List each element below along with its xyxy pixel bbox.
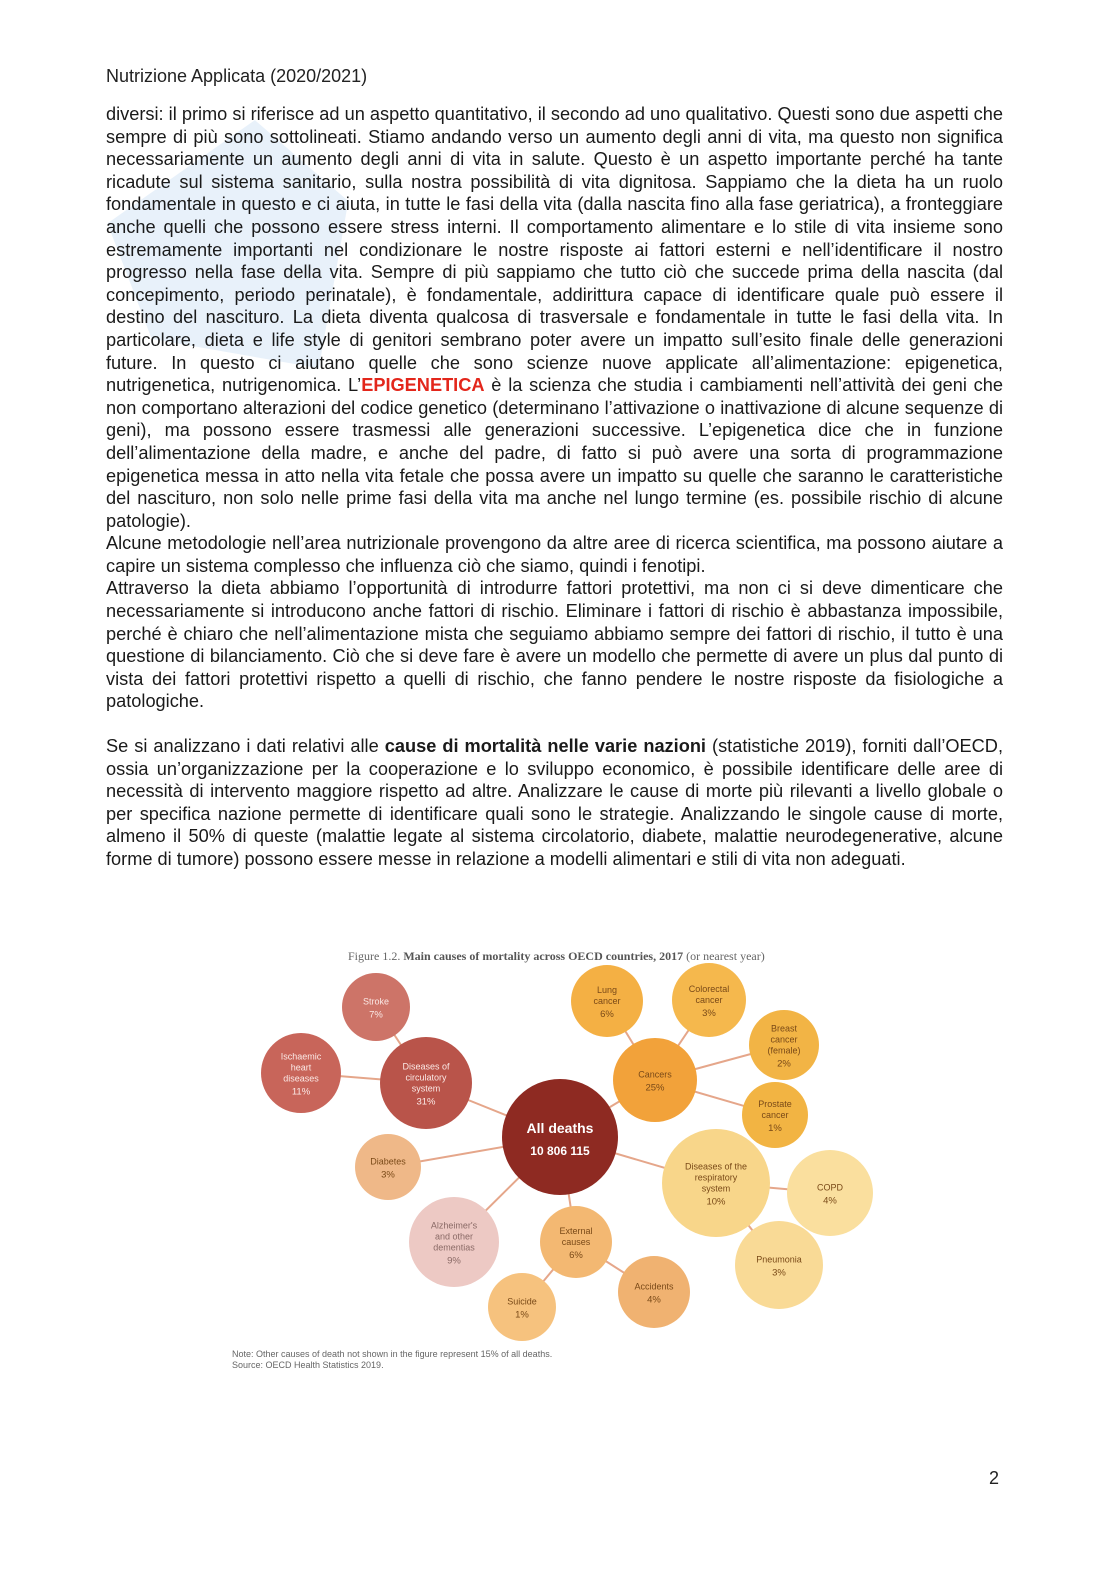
figure-title-prefix: Figure 1.2.	[348, 949, 401, 963]
bubble-breast	[749, 1010, 819, 1080]
figure-note	[232, 1349, 552, 1371]
bubble-label: Stroke	[362, 996, 390, 1007]
paragraph-epigenetics	[106, 103, 1003, 532]
bubble-percent: 2%	[777, 1058, 791, 1070]
bubble-label: heart	[290, 1062, 312, 1073]
bubble-external	[540, 1206, 612, 1278]
bubble-label: Ischaemic	[280, 1051, 322, 1062]
bubble-circle	[613, 1038, 697, 1122]
bubble-percent: 11%	[291, 1086, 311, 1098]
bubble-label: circulatory	[405, 1072, 447, 1083]
paragraph-text: Se si analizzano i dati relativi alle	[106, 736, 385, 757]
document-body	[106, 103, 1003, 871]
bubble-label: system	[701, 1183, 731, 1194]
bubble-cancers	[613, 1038, 697, 1122]
paragraph-mortality	[106, 735, 1003, 871]
mortality-figure	[228, 945, 888, 1385]
paragraph-diet-factors: Attraverso la dieta abbiamo l’opportunità di introdurre fattori protettivi, ma non ci si deve dimenticare che necessariamente si introducono anche fattori di rischio. Eliminare i fattori di rischio è abbastanza impossibile, perché è chiaro che nell’alimentazione mista che seguiamo abbiamo sempre dei fattori di rischio, il tutto è una questione di bilanciamento. Ciò che si deve fare è avere un modello che permette di avere un plus dal punto di vista dei fattori protettivi rispetto a quelli di rischio, che fanno pendere le nostre risposte da fisiologiche a patologiche.	[106, 578, 1003, 712]
paragraph-text: è la scienza che studia i cambiamenti nell’attività dei geni che non comportano alterazioni del codice genetico (determinano l’attivazione o inattivazione di alcune sequenze di geni), ma possono essere trasmessi alle generazioni successive. L’epigenetica dice che in funzione dell’alimentazione della madre, e anche del padre, di fatto si può avere una sorta di programmazione epigenetica messa in atto nella vita fetale che possa avere un impatto su quelle che saranno le caratteristiche del nascituro, non solo nelle prime fasi della vita ma anche nel lungo termine (es. possibile rischio di alcune patologie).	[106, 375, 1003, 531]
bubble-percent: 10%	[706, 1196, 726, 1208]
bubble-all-deaths	[502, 1079, 618, 1195]
bubble-percent: 4%	[823, 1195, 837, 1207]
bubble-label: respiratory	[694, 1172, 738, 1183]
bubble-circulatory	[380, 1037, 472, 1129]
bubble-label: Prostate	[758, 1099, 792, 1109]
bubble-circle	[735, 1221, 823, 1309]
bubble-label: All deaths	[526, 1120, 594, 1136]
bubble-label: Diseases of the	[684, 1161, 748, 1172]
bubble-circle	[502, 1079, 618, 1195]
figure-note-text: Note: Other causes of death not shown in the figure represent 15% of all deaths.	[232, 1349, 553, 1359]
bubble-label: cancer	[695, 995, 723, 1005]
page-number: 2	[989, 1468, 1000, 1488]
bubble-label: cancer	[761, 1110, 789, 1120]
bubble-suicide	[488, 1273, 556, 1341]
bubble-percent: 9%	[447, 1255, 461, 1267]
bubble-label: cancer	[770, 1034, 798, 1045]
bubble-colorectal	[672, 963, 746, 1037]
bubble-label: Accidents	[634, 1281, 674, 1292]
figure-title-main: Main causes of mortality across OECD countries, 2017	[403, 949, 684, 963]
paragraph-methodologies: Alcune metodologie nell’area nutrizionale provengono da altre aree di ricerca scientifica, ma possono aiutare a capire un sistema complesso che influenza ciò che siamo, quindi i fenotipi.	[106, 533, 1003, 576]
bubble-label: Alzheimer's	[430, 1220, 478, 1231]
bubble-label: Colorectal	[688, 984, 730, 994]
bubble-label: (female)	[767, 1045, 801, 1056]
bubble-diagram	[228, 945, 888, 1345]
bubble-label: dementias	[433, 1242, 475, 1253]
bubble-percent: 6%	[600, 1009, 614, 1020]
bubble-label: Suicide	[507, 1296, 537, 1307]
bubble-lung	[571, 965, 643, 1037]
bubble-diabetes	[355, 1134, 421, 1200]
bubble-label: Breast	[770, 1023, 798, 1034]
bubble-value: 10 806 115	[530, 1144, 590, 1158]
bubble-label: Diabetes	[370, 1156, 406, 1167]
bubble-label: cancer	[593, 996, 621, 1006]
bubble-pneumonia	[735, 1221, 823, 1309]
bubble-circle	[618, 1256, 690, 1328]
bubble-label: Cancers	[638, 1069, 672, 1080]
bubble-label: COPD	[816, 1182, 844, 1193]
bubble-percent: 1%	[768, 1123, 782, 1134]
bubble-label: system	[411, 1083, 441, 1094]
figure-source-text: Source: OECD Health Statistics 2019.	[232, 1360, 384, 1370]
bubble-label: and other	[434, 1231, 474, 1242]
bubble-percent: 3%	[702, 1008, 716, 1019]
bubble-copd	[787, 1150, 873, 1236]
bubble-percent: 25%	[645, 1082, 665, 1094]
bubble-percent: 1%	[515, 1309, 529, 1321]
bubble-stroke	[342, 973, 410, 1041]
bubble-percent: 7%	[369, 1009, 383, 1021]
bubble-label: Pneumonia	[756, 1254, 802, 1265]
bubble-percent: 31%	[416, 1096, 436, 1108]
document-header: Nutrizione Applicata (2020/2021)	[106, 66, 368, 86]
bubble-circle	[787, 1150, 873, 1236]
bubble-label: Diseases of	[402, 1061, 450, 1072]
bubble-prostate	[742, 1082, 808, 1148]
bubble-percent: 4%	[647, 1294, 661, 1306]
figure-title-suffix: (or nearest year)	[686, 949, 765, 963]
bubble-percent: 3%	[772, 1267, 786, 1279]
paragraph-text: (statistiche 2019), forniti dall’OECD, ossia un’organizzazione per la cooperazione e lo sviluppo economico, è possibile identificare delle aree di necessità di intervento maggiore rispetto ad altre. Analizzare le cause di morte più rilevanti a livello globale o per specifica nazione permette di identificare quali sono le strategie. Analizzando le singole cause di morte, almeno il 50% di queste (malattie legate al sistema circolatorio, diabete, malattie neurodegenerative, alcune forme di tumore) possono essere messe in relazione a modelli alimentari e stili di vita non adeguati.	[106, 736, 1003, 869]
bubble-accidents	[618, 1256, 690, 1328]
bubble-percent: 3%	[381, 1169, 395, 1181]
mortality-causes-bold: cause di mortalità nelle varie nazioni	[384, 736, 706, 757]
bubble-label: Lung	[596, 985, 618, 995]
bubble-circle	[488, 1273, 556, 1341]
bubble-circle	[355, 1134, 421, 1200]
bubble-percent: 6%	[569, 1250, 583, 1261]
epigenetica-highlight: EPIGENETICA	[361, 375, 485, 396]
bubble-ischaemic	[261, 1033, 341, 1113]
bubble-label: diseases	[283, 1073, 319, 1084]
bubble-respiratory	[662, 1129, 770, 1237]
paragraph-text: diversi: il primo si riferisce ad un aspetto quantitativo, il secondo ad uno qualitativo. Questi sono due aspetti che sempre di più sono sottolineati. Stiamo andando verso un aumento degli anni di vita, ma questo non significa necessariamente un aumento degli anni di vita in salute. Questo è un aspetto importante perché ha tante ricadute sul sistema sanitario, sulla nostra possibilità di vita dignitosa. Sappiamo che la dieta ha un ruolo fondamentale in questo e ci aiuta, in tutte le fasi della vita (dalla nascita fino alla fase geriatrica), a fronteggiare anche quelli che possono essere stress interni. Il comportamento alimentare e lo stile di vita insieme sono estremamente importanti nel condizionare le nostre risposte ai fattori esterni e nell’identificare il nostro progresso nella fase della vita. Sempre di più sappiamo che tutto ciò che succede prima della nascita (dal concepimento, periodo perinatale), è fondamentale, addirittura capace di identificare quale può essere il destino del nascituro. La dieta diventa qualcosa di trasversale e fondamentale in tutte le fasi della vita. In particolare, dieta e life style di genitori sembrano poter avere un impatto sull’esito finale delle generazioni future. In questo ci aiutano quelle che sono scienze nuove applicate all’alimentazione: epigenetica, nutrigenetica, nutrigenomica. L’	[106, 104, 1003, 396]
bubble-circle	[342, 973, 410, 1041]
bubble-label: External	[559, 1226, 593, 1236]
bubble-label: causes	[561, 1237, 591, 1247]
bubble-alzheimers	[409, 1197, 499, 1287]
